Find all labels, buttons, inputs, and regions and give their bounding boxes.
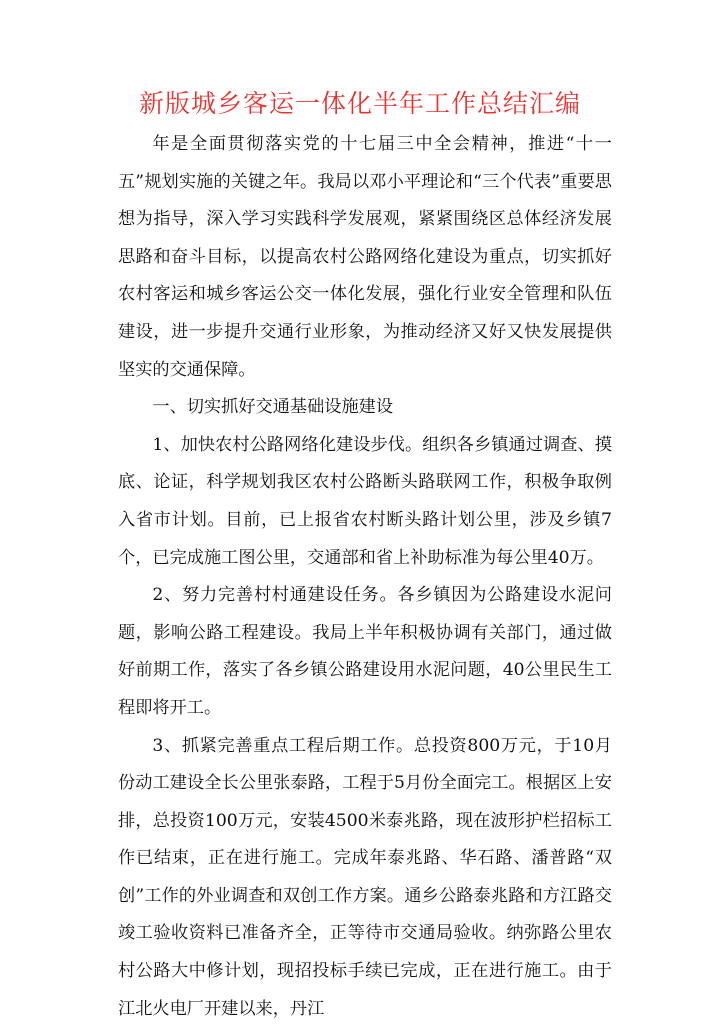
document-title: 新版城乡客运一体化半年工作总结汇编: [0, 84, 720, 124]
intro-paragraph: 年是全面贯彻落实党的十七届三中全会精神，推进“十一五”规划实施的关键之年。我局以邓小平理论和“三个代表”重要思想为指导，深入学习实践科学发展观，紧紧围绕区总体经济发展思路和奋斗目标，以提高农村公路网络化建设为重点，切实抓好农村客运和城乡客运公交一体化发展，强化行业安全管理和队伍建设，进一步提升交通行业形象，为推动经济又好又快发展提供坚实的交通保障。: [118, 126, 612, 389]
section-heading-1: 一、切实抓好交通基础设施建设: [118, 389, 612, 427]
paragraph-item-3: 3、抓紧完善重点工程后期工作。总投资800万元，于10月份动工建设全长公里张泰路，工程于5月份全面完工。根据区上安排，总投资100万元，安装4500米泰兆路，现在波形护栏招标工作已结束，正在进行施工。完成年泰兆路、华石路、潘普路“双创”工作的外业调查和双创工作方案。通乡公路泰兆路和方江路交竣工验收资料已准备齐全，正等待市交通局验收。纳弥路公里农村公路大中修计划，现招投标手续已完成，正在进行施工。由于江北火电厂开建以来，丹江: [118, 728, 612, 1028]
paragraph-item-2: 2、努力完善村村通建设任务。各乡镇因为公路建设水泥问题，影响公路工程建设。我局上半年积极协调有关部门，通过做好前期工作，落实了各乡镇公路建设用水泥问题，40公里民生工程即将开工。: [118, 577, 612, 727]
paragraph-item-1: 1、加快农村公路网络化建设步伐。组织各乡镇通过调查、摸底、论证，科学规划我区农村公路断头路联网工作，积极争取例入省市计划。目前，已上报省农村断头路计划公里，涉及乡镇7个，已完成施工图公里，交通部和省上补助标准为每公里40万。: [118, 427, 612, 577]
document-body: [118, 126, 612, 1028]
